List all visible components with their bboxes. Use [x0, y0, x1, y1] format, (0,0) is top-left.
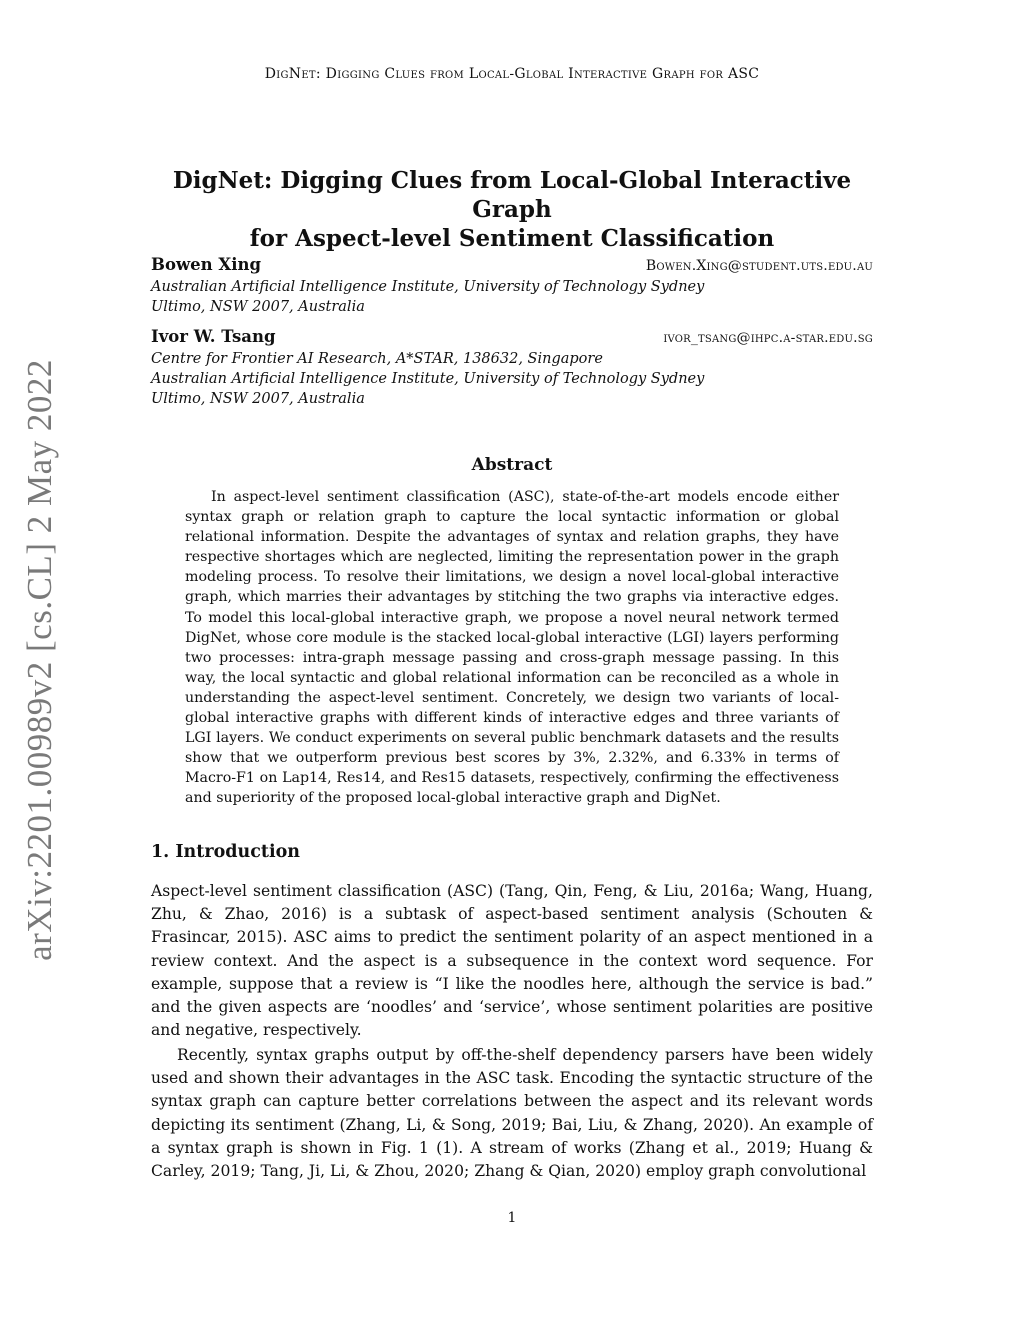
title-line-2: for Aspect-level Sentiment Classification [249, 225, 775, 252]
author-name: Bowen Xing [151, 255, 261, 274]
arxiv-identifier: arXiv:2201.00989v2 [cs.CL] 2 May 2022 [20, 359, 59, 961]
abstract-heading: Abstract [471, 455, 553, 475]
author-email[interactable]: ivor_tsang@ihpc.a-star.edu.sg [663, 330, 873, 346]
author-affiliation: Australian Artificial Intelligence Institute, University of Technology Sydney [151, 371, 705, 387]
page-number: 1 [507, 1210, 517, 1226]
author-affiliation: Ultimo, NSW 2007, Australia [151, 299, 365, 315]
body-paragraph: Recently, syntax graphs output by off-the-shelf dependency parsers have been widely used and shown their advantages in the ASC task. Encoding the syntactic structure of the syntax graph can capture better correlations between the aspect and its relevant words depicting its sentiment (Zhang, Li, & Song, 2019; Bai, Liu, & Zhang, 2020). An example of a syntax graph is shown in Fig. 1 (1). A stream of works (Zhang et al., 2019; Huang & Carley, 2019; Tang, Ji, Li, & Zhou, 2020; Zhang & Qian, 2020) employ graph convolutional [151, 1046, 873, 1181]
section-heading-introduction: 1. Introduction [151, 842, 300, 862]
abstract-text: In aspect-level sentiment classification (ASC), state-of-the-art models encode either syntax graph or relation graph to capture the local syntactic information or global relational information. Despite the advantages of syntax and relation graphs, they have respective shortages which are neglected, limiting the representation power in the graph modeling process. To resolve their limitations, we design a novel local-global interactive graph, which marries their advantages by stitching the two graphs via interactive edges. To model this local-global interactive graph, we propose a novel neural network termed DigNet, whose core module is the stacked local-global interactive (LGI) layers performing two processes: intra-graph message passing and cross-graph message passing. In this way, the local syntactic and global relational information can be reconciled as a whole in understanding the aspect-level sentiment. Concretely, we design two variants of local-global interactive graphs with different kinds of interactive edges and three variants of LGI layers. We conduct experiments on several public benchmark datasets and the results show that we outperform previous best scores by 3%, 2.32%, and 6.33% in terms of Macro-F1 on Lap14, Res14, and Res15 datasets, respectively, confirming the effectiveness and superiority of the proposed local-global interactive graph and DigNet. [185, 489, 839, 807]
author-affiliation: Centre for Frontier AI Research, A*STAR, 138632, Singapore [151, 351, 603, 367]
title-line-1: DigNet: Digging Clues from Local-Global Interactive Graph [172, 167, 852, 223]
body-paragraph: Aspect-level sentiment classification (ASC) (Tang, Qin, Feng, & Liu, 2016a; Wang, Huang, Zhu, & Zhao, 2016) is a subtask of aspect-based sentiment analysis (Schouten & Frasincar, 2015). ASC aims to predict the sentiment polarity of an aspect mentioned in a review context. And the aspect is a subsequence in the context word sequence. For example, suppose that a review is “I like the noodles here, although the service is bad.” and the given aspects are ‘noodles’ and ‘service’, whose sentiment polarities are positive and negative, respectively. [151, 882, 873, 1040]
paper-title [130, 166, 894, 253]
author-affiliation: Ultimo, NSW 2007, Australia [151, 391, 365, 407]
author-block [151, 255, 873, 317]
author-email[interactable]: Bowen.Xing@student.uts.edu.au [645, 258, 873, 274]
author-name: Ivor W. Tsang [151, 327, 276, 346]
author-affiliation: Australian Artificial Intelligence Institute, University of Technology Sydney [151, 279, 705, 295]
author-block [151, 327, 873, 409]
running-head: DigNet: Digging Clues from Local-Global Interactive Graph for ASC [264, 66, 760, 82]
